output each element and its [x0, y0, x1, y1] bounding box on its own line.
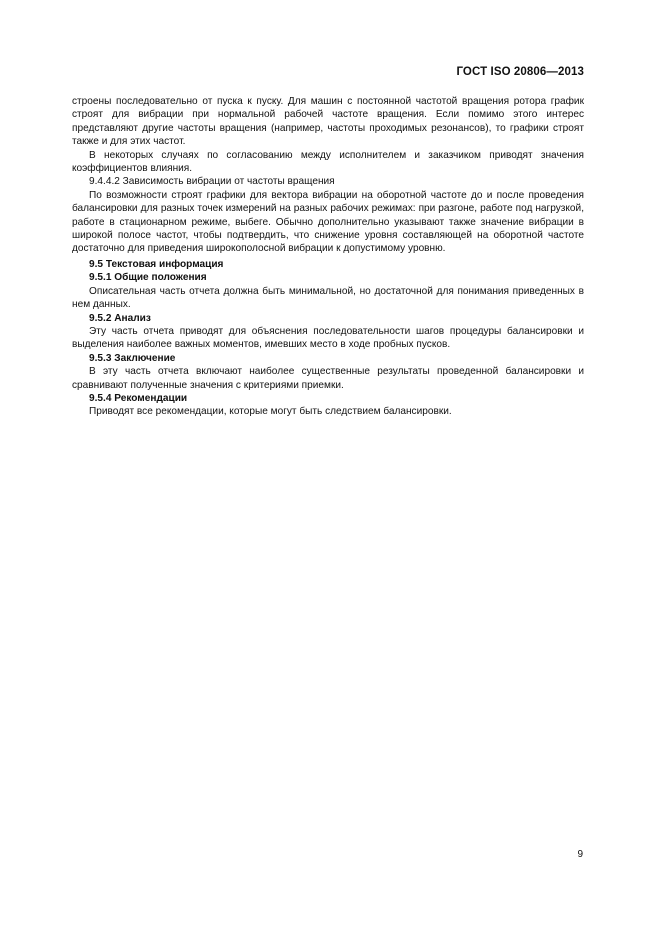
section-heading-9-5-1: 9.5.1 Общие положения: [89, 272, 207, 284]
paragraph-analysis: Эту часть отчета приводят для объяснения последовательности шагов процедуры балансировки и выделения наиболее важных моментов, имевших место в ходе пробных пусков.: [72, 325, 584, 351]
section-heading-9-5-3: 9.5.3 Заключение: [89, 352, 176, 364]
section-heading-9-5-4: 9.5.4 Рекомендации: [89, 392, 188, 404]
standard-header: ГОСТ ISO 20806—2013: [456, 66, 584, 78]
paragraph-recommendations: Приводят все рекомендации, которые могут быть следствием балансировки.: [89, 406, 452, 418]
paragraph-vibration-vs-speed: По возможности строят графики для вектора вибрации на оборотной частоте до и после проведения балансировки для разных точек измерений на разных рабочих режимах: при разгоне, работе под нагрузкой, работе в стационарном режиме, выбеге. Обычно дополнительно указывают также значение вибрации в широкой полосе частот, чтобы подтвердить, что снижение уровня составляющей на оборотной частоте достаточно для приведения широкополосной вибрации к допустимому уровню.: [72, 189, 584, 255]
paragraph-continuation: строены последовательно от пуска к пуску. Для машин с постоянной частотой вращения ротора график строят для вибрации при нормальной рабочей частоте вращения. Если помимо этого интерес представляют другие частоты вращения (например, частоты проходимых резонансов), то графики строят также и для этих частот.: [72, 96, 584, 148]
document-body: [72, 95, 584, 419]
paragraph-general: Описательная часть отчета должна быть минимальной, но достаточной для понимания приведенных в нем данных.: [72, 285, 584, 311]
subsection-title-9-4-4-2: 9.4.4.2 Зависимость вибрации от частоты вращения: [89, 176, 335, 188]
page-number: 9: [577, 849, 583, 860]
section-heading-9-5: 9.5 Текстовая информация: [89, 258, 224, 270]
paragraph-conclusion: В эту часть отчета включают наиболее существенные результаты проведенной балансировки и сравнивают полученные значения с критериями приемки.: [72, 366, 584, 391]
paragraph-influence-coefficients: В некоторых случаях по согласованию между исполнителем и заказчиком приводят значения коэффициентов влияния.: [72, 149, 584, 175]
section-heading-9-5-2: 9.5.2 Анализ: [89, 312, 151, 324]
